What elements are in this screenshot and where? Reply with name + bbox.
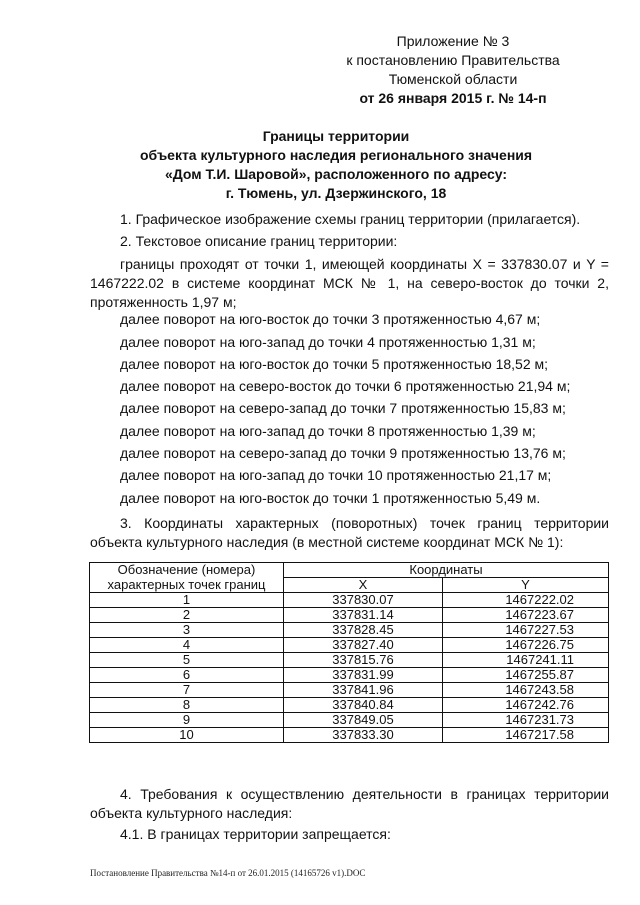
title-line-1: Границы территории [262,128,410,144]
turn-3: далее поворот на юго-восток до точки 5 протяженностью 18,52 м; [120,356,549,372]
header-x: X [284,578,443,593]
point-number: 7 [90,683,284,698]
table-row [90,623,609,638]
coord-y: 1467226.75 [443,638,609,653]
header-point-label [90,563,284,578]
header-point-label-line2: характерных точек границ [107,576,266,592]
turn-9: далее поворот на юго-восток до точки 1 протяженностью 5,49 м. [120,490,541,506]
turn-1: далее поворот на юго-восток до точки 3 протяженностью 4,67 м; [120,311,541,327]
point-number: 8 [90,698,284,713]
title-line-4: г. Тюмень, ул. Дзержинского, 18 [225,185,447,201]
turn-5: далее поворот на северо-запад до точки 7 протяженностью 15,83 м; [120,400,566,416]
table-row [90,653,609,668]
coord-y: 1467227.53 [443,623,609,638]
header-point-label-line1: Обозначение (номера) [117,562,256,578]
coordinates-table [89,562,609,743]
document-title [90,127,582,203]
table-row [90,713,609,728]
coord-x: 337828.45 [284,623,443,638]
header-point-label-cont [90,578,284,593]
table-row [90,608,609,623]
coord-y: 1467243.58 [443,683,609,698]
appendix-date: от 26 января 2015 г. № 14-п [359,90,547,106]
turn-4: далее поворот на северо-восток до точки 6 протяженностью 21,94 м; [120,378,571,394]
point-number: 5 [90,653,284,668]
section-4: 4. Требования к осуществлению деятельности в границах территории объекта культурного наследия: [90,786,609,821]
coord-y: 1467222.02 [443,593,609,608]
point-number: 10 [90,728,284,743]
header-coordinates: Координаты [284,563,609,578]
coord-x: 337833.30 [284,728,443,743]
turn-8: далее поворот на юго-запад до точки 10 протяженностью 21,17 м; [120,467,552,483]
section-2-text: границы проходят от точки 1, имеющей координаты X = 337830.07 и Y = 1467222.02 в системе координат МСК № 1, на северо-восток до точки 2, протяженность 1,97 м; [90,256,609,310]
point-number: 9 [90,713,284,728]
point-number: 4 [90,638,284,653]
point-number: 3 [90,623,284,638]
coord-y: 1467217.58 [443,728,609,743]
coord-x: 337841.96 [284,683,443,698]
point-number: 2 [90,608,284,623]
table-row [90,593,609,608]
appendix-header [328,32,578,108]
coord-x: 337815.76 [284,653,443,668]
table-subheader-row [90,578,609,593]
title-line-3: «Дом Т.И. Шаровой», расположенного по адресу: [164,166,508,182]
coord-y: 1467241.11 [443,653,609,668]
coord-x: 337831.14 [284,608,443,623]
section-4-1: 4.1. В границах территории запрещается: [120,826,391,842]
coord-y: 1467223.67 [443,608,609,623]
table-row [90,683,609,698]
point-number: 1 [90,593,284,608]
turn-7: далее поворот на северо-запад до точки 9 протяженностью 13,76 м; [120,445,566,461]
turn-6: далее поворот на юго-запад до точки 8 протяженностью 1,39 м; [120,423,536,439]
coord-x: 337830.07 [284,593,443,608]
table-row [90,638,609,653]
section-1: 1. Графическое изображение схемы границ территории (прилагается). [120,211,581,227]
header-y: Y [443,578,609,593]
appendix-ref: к постановлению Правительства [346,52,560,68]
turn-2: далее поворот на юго-запад до точки 4 протяженностью 1,31 м; [120,334,536,350]
table-row [90,728,609,743]
title-line-2: объекта культурного наследия регионального значения [139,147,533,163]
coord-x: 337831.99 [284,668,443,683]
section-3: 3. Координаты характерных (поворотных) точек границ территории объекта культурного наследия (в местной системе координат МСК № 1): [90,515,609,550]
coord-y: 1467242.76 [443,698,609,713]
appendix-number: Приложение № 3 [396,33,510,49]
coord-x: 337840.84 [284,698,443,713]
coord-x: 337827.40 [284,638,443,653]
coord-x: 337849.05 [284,713,443,728]
table-row [90,698,609,713]
table-row [90,668,609,683]
appendix-region: Тюменской области [388,71,518,87]
footer-filename: Постановление Правительства №14-п от 26.01.2015 (14165726 v1).DOC [90,868,366,878]
coord-y: 1467231.73 [443,713,609,728]
point-number: 6 [90,668,284,683]
coord-y: 1467255.87 [443,668,609,683]
section-2: 2. Текстовое описание границ территории: [120,233,398,249]
table-header-row [90,563,609,578]
table-body [90,593,609,743]
